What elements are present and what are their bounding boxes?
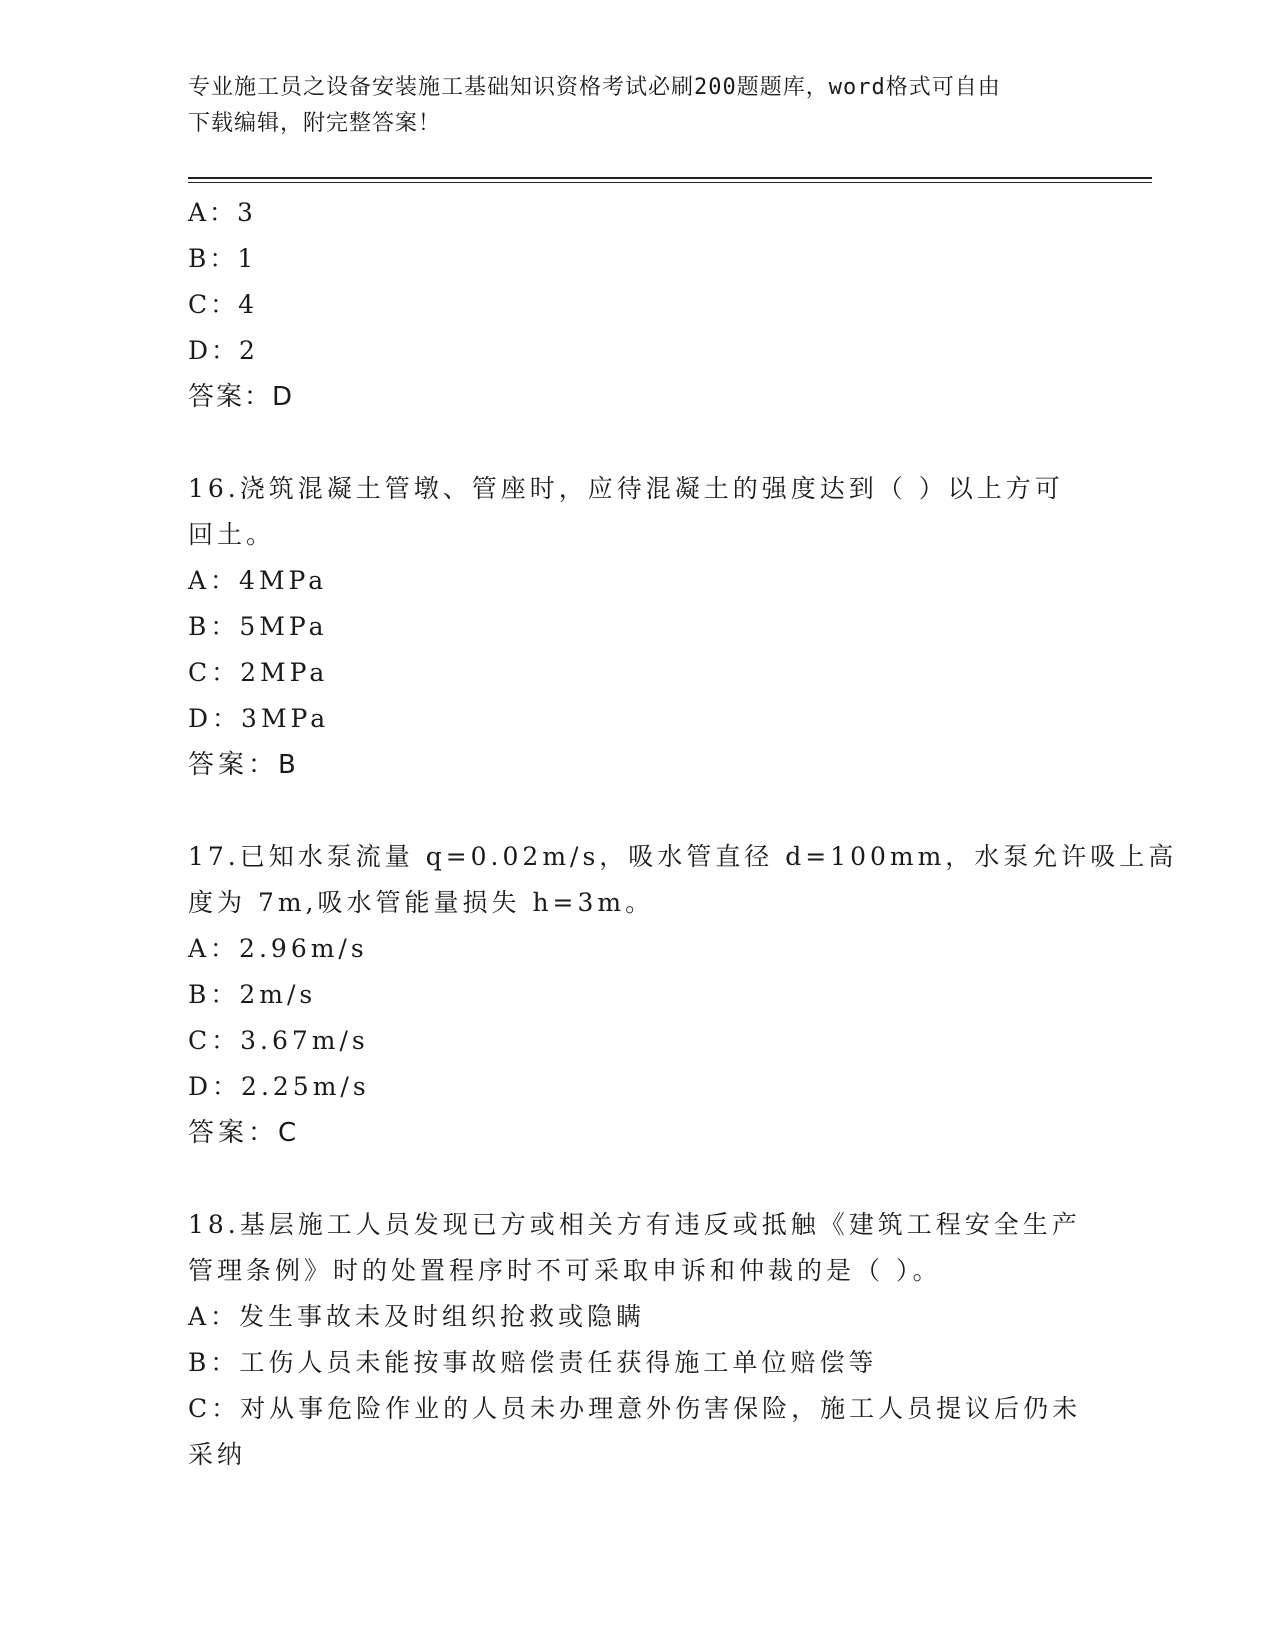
question-16 [188,466,1088,788]
question-text-line-1: 16.浇筑混凝土管墩、管座时，应待混凝土的强度达到（ ）以上方可 [188,474,1064,503]
question-18 [188,1202,1088,1478]
question-text-line-1: 18.基层施工人员发现已方或相关方有违反或抵触《建筑工程安全生产 [188,1210,1081,1239]
header-line-1: 专业施工员之设备安装施工基础知识资格考试必刷200题题库，word格式可自由 [188,75,1001,100]
option-c: C：2MPa [188,658,329,687]
option-d: D：2.25m/s [188,1072,370,1101]
option-c: C：对从事危险作业的人员未办理意外伤害保险，施工人员提议后仍未 [188,1394,1082,1423]
answer-line: 答案：C [188,1118,301,1148]
question-text-line-1: 17.已知水泵流量 q=0.02m/s，吸水管直径 d=100mm，水泵允许吸上高 [188,842,1178,871]
prev-question-options [188,190,1088,420]
document-body [188,190,1178,1478]
option-a: A：4MPa [188,566,328,595]
option-b: B：1 [188,244,257,273]
option-a: A：3 [188,198,256,227]
question-text-line-2: 回土。 [188,520,276,549]
answer-line: 答案：D [188,382,295,412]
question-text-line-2: 管理条例》时的处置程序时不可采取申诉和仲裁的是（ ）。 [188,1256,942,1285]
option-b: B：5MPa [188,612,328,641]
option-c: C：3.67m/s [188,1026,369,1055]
option-a: A：2.96m/s [188,934,368,963]
option-b: B：工伤人员未能按事故赔偿责任获得施工单位赔偿等 [188,1348,878,1377]
option-d: D：2 [188,336,258,365]
option-d: D：3MPa [188,704,330,733]
header-divider-thick [188,177,1152,179]
header-line-2: 下载编辑，附完整答案！ [188,111,442,136]
header-divider-thin [188,182,1152,183]
question-17 [188,834,1178,1156]
option-c: C：4 [188,290,258,319]
option-a: A：发生事故未及时组织抢救或隐瞒 [188,1302,646,1331]
option-b: B：2m/s [188,980,317,1009]
option-c-continued: 采纳 [188,1440,247,1469]
answer-line: 答案：B [188,750,300,780]
question-text-line-2: 度为 7m,吸水管能量损失 h=3m。 [188,888,655,917]
document-header [188,70,1068,142]
